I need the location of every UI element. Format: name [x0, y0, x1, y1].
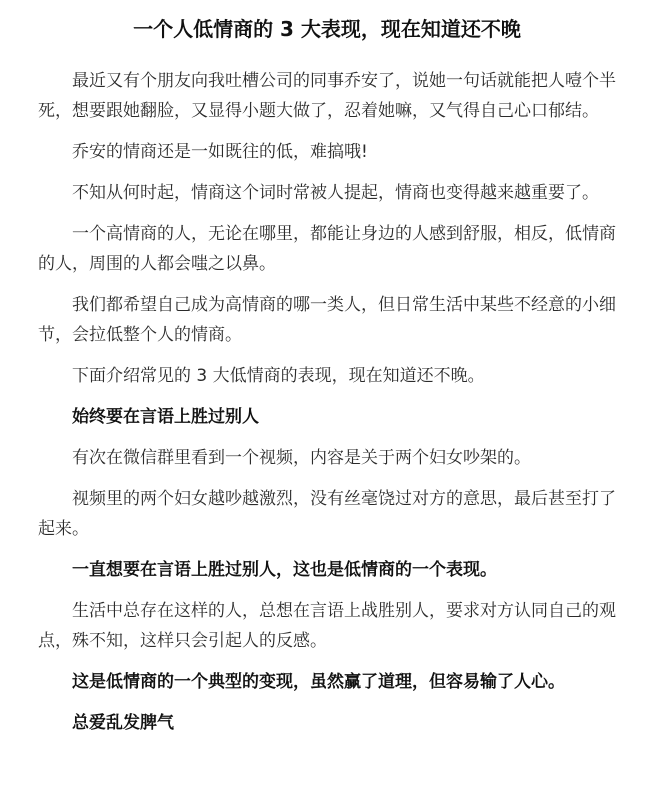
article-title: 一个人低情商的 3 大表现，现在知道还不晚 — [133, 17, 521, 41]
section-heading-words: 始终要在言语上胜过别人 — [72, 407, 259, 427]
paragraph-intro: 最近又有个朋友向我吐槽公司的同事乔安了，说她一句话就能把人噎个半死，想要跟她翻脸，又显得小题大做了，忍着她嘛，又气得自己心口郁结。 — [38, 71, 616, 121]
paragraph-qiaoan: 乔安的情商还是一如既往的低，难搞哦! — [72, 142, 368, 162]
paragraph-details: 我们都希望自己成为高情商的哪一类人，但日常生活中某些不经意的小细节，会拉低整个人的情商。 — [38, 295, 616, 345]
paragraph-argue: 生活中总存在这样的人，总想在言语上战胜别人，要求对方认同自己的观点，殊不知，这样只会引起人的反感。 — [38, 601, 616, 651]
section-heading-temper: 总爱乱发脾气 — [72, 713, 174, 733]
paragraph-high-eq: 一个高情商的人，无论在哪里，都能让身边的人感到舒服，相反，低情商的人，周围的人都会嗤之以鼻。 — [38, 224, 616, 274]
paragraph-fight: 视频里的两个妇女越吵越激烈，没有丝毫饶过对方的意思，最后甚至打了起来。 — [38, 489, 616, 539]
paragraph-eq-important: 不知从何时起，情商这个词时常被人提起，情商也变得越来越重要了。 — [72, 183, 599, 203]
paragraph-emphasis-lose: 这是低情商的一个典型的变现，虽然赢了道理，但容易输了人心。 — [72, 672, 565, 692]
paragraph-emphasis-words: 一直想要在言语上胜过别人，这也是低情商的一个表现。 — [72, 560, 497, 580]
paragraph-preview: 下面介绍常见的 3 大低情商的表现，现在知道还不晚。 — [72, 366, 485, 386]
paragraph-video: 有次在微信群里看到一个视频，内容是关于两个妇女吵架的。 — [72, 448, 531, 468]
